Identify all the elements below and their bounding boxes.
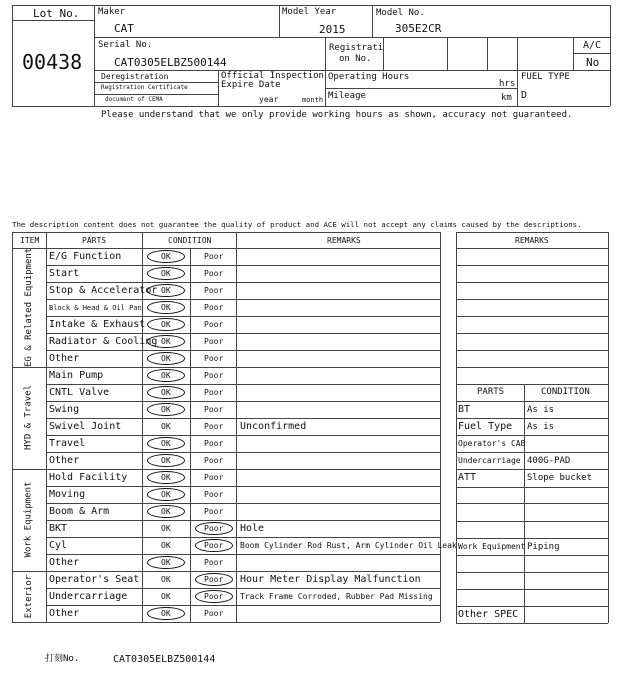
ok-circle-mark [147,250,185,263]
part-name: Moving [49,489,86,500]
ok-option: OK [161,456,171,465]
part-name: Boom & Arm [49,506,110,517]
poor-option: Poor [204,354,224,363]
stamp-number-value: CAT0305ELBZ500144 [113,654,216,665]
poor-option: Poor [204,490,224,499]
poor-option: Poor [204,337,224,346]
model-no-label: Model No. [376,8,425,18]
group-label: EG & Related Equipment [23,247,34,367]
ac-label: A/C [583,40,602,51]
ok-option: OK [161,490,171,499]
ok-circle-mark [147,471,185,484]
cema-document-label: document of CEMA [105,96,163,103]
serial-value: CAT0305ELBZ500144 [114,56,227,69]
ok-option: OK [161,371,171,380]
poor-option: Poor [204,609,224,618]
part-name: Start [49,268,80,279]
year-word: year [259,95,279,104]
ok-circle-mark [147,505,185,518]
ok-circle-mark [147,301,185,314]
registration-label-1: Registrati [329,43,384,53]
ok-circle-mark [147,318,185,331]
group-label: Exterior [23,574,34,618]
serial-label: Serial No. [98,40,153,50]
ok-option: OK [161,558,171,567]
ok-circle-mark [147,352,185,365]
remark-text: Unconfirmed [240,421,307,432]
poor-option: Poor [204,303,224,312]
poor-option: Poor [204,558,224,567]
spec-condition: Slope bucket [527,473,593,483]
ok-circle-mark [147,437,185,450]
ok-option: OK [161,269,171,278]
right-condition-header: CONDITION [541,387,590,397]
km-unit: km [501,93,512,103]
spec-part: BT [458,404,471,415]
model-year-value: 2015 [319,23,346,36]
spec-part: Fuel Type [458,421,513,432]
operating-hours-label: Operating Hours [328,72,410,82]
col-remarks-header: REMARKS [327,236,361,245]
ok-option: OK [161,303,171,312]
part-name: Operator's Seat [49,574,140,585]
part-name: Radiator & Cooling [49,336,158,347]
maker-value: CAT [114,22,134,35]
part-name: Travel [49,438,86,449]
right-parts-header: PARTS [477,387,505,397]
part-name: Main Pump [49,370,104,381]
model-no-value: 305E2CR [395,22,442,35]
poor-circle-mark [195,522,233,535]
spec-part: Other SPEC [458,609,519,620]
ok-option: OK [161,575,171,584]
ok-option: OK [161,354,171,363]
part-name: E/G Function [49,251,122,262]
poor-option: Poor [204,422,224,431]
poor-option: Poor [204,575,224,584]
remark-text: Track Frame Corroded, Rubber Pad Missing [240,592,433,601]
poor-option: Poor [204,252,224,261]
hours-notice: Please understand that we only provide working hours as shown, accuracy not guaranteed. [101,110,573,120]
deregistration-label: Deregistration [101,72,169,81]
poor-option: Poor [204,371,224,380]
col-parts-header: PARTS [82,236,107,245]
ok-circle-mark [147,454,185,467]
poor-option: Poor [204,439,224,448]
ok-option: OK [161,422,171,431]
part-name: Swivel Joint [49,421,122,432]
poor-circle-mark [195,590,233,603]
part-name: Cyl [49,540,68,551]
maker-label: Maker [98,7,126,17]
ok-option: OK [161,473,171,482]
remark-text: Hole [240,523,265,534]
poor-option: Poor [204,269,224,278]
model-year-label: Model Year [282,7,337,17]
poor-option: Poor [204,286,224,295]
lot-number: 00438 [22,50,83,74]
ok-circle-mark [147,403,185,416]
spec-part: Undercarriage [458,456,521,465]
remark-text: Boom Cylinder Rod Rust, Arm Cylinder Oil Leak [240,541,457,550]
part-name: Intake & Exhaust [49,319,146,330]
group-label: Work Equipment [23,481,34,558]
disclaimer-text: The description content does not guarantee the quality of product and ACE will not accept any claims caused by the descriptions. [12,220,582,229]
ok-circle-mark [147,284,185,297]
registration-label-2: on No. [339,54,372,64]
part-name: Stop & Accelerator [49,285,158,296]
poor-option: Poor [204,541,224,550]
ok-option: OK [161,592,171,601]
mileage-label: Mileage [328,91,366,101]
stamp-number-label: 打刻No. [45,654,80,664]
poor-option: Poor [204,405,224,414]
part-name: Hold Facility [49,472,128,483]
ok-circle-mark [147,488,185,501]
lot-label: Lot No. [33,7,80,20]
part-name: Swing [49,404,80,415]
fuel-type-label: FUEL TYPE [521,72,570,82]
col-condition-header: CONDITION [168,236,212,245]
ok-circle-mark [147,386,185,399]
month-word: month [302,96,324,104]
part-name: Other [49,608,80,619]
ok-circle-mark [147,335,185,348]
ok-circle-mark [147,556,185,569]
poor-circle-mark [195,573,233,586]
ok-option: OK [161,286,171,295]
part-name: Other [49,455,80,466]
inspection-label-2: Expire Date [221,80,281,90]
part-name: Block & Head & Oil Pan [49,304,142,312]
spec-condition: Piping [527,542,560,552]
ok-option: OK [161,507,171,516]
poor-option: Poor [204,592,224,601]
part-name: Undercarriage [49,591,128,602]
ok-option: OK [161,524,171,533]
poor-circle-mark [195,539,233,552]
part-name: CNTL Valve [49,387,110,398]
part-name: Other [49,353,80,364]
ok-circle-mark [147,267,185,280]
ok-option: OK [161,388,171,397]
ok-option: OK [161,541,171,550]
spec-condition: 400G-PAD [527,456,571,466]
poor-option: Poor [204,456,224,465]
ok-option: OK [161,320,171,329]
ac-value: No [586,56,600,69]
ok-option: OK [161,405,171,414]
registration-certificate-label: Registration Certificate [101,84,188,91]
spec-condition: As is [527,422,555,432]
ok-option: OK [161,439,171,448]
spec-condition: As is [527,405,555,415]
hrs-unit: hrs [499,79,516,89]
ok-circle-mark [147,369,185,382]
poor-option: Poor [204,524,224,533]
ok-option: OK [161,252,171,261]
poor-option: Poor [204,388,224,397]
ok-option: OK [161,337,171,346]
inspection-label-1: Official Inspection [221,71,324,81]
right-remarks-header: REMARKS [515,236,549,245]
col-item-header: ITEM [20,236,40,245]
spec-part: Operator's CAB [458,439,526,448]
spec-part: Work Equipment [458,542,526,551]
part-name: BKT [49,523,68,534]
part-name: Other [49,557,80,568]
group-label: HYD & Travel [23,384,34,451]
poor-option: Poor [204,507,224,516]
ok-option: OK [161,609,171,618]
fuel-type-value: D [521,90,528,101]
spec-part: ATT [458,472,477,483]
remark-text: Hour Meter Display Malfunction [240,574,421,585]
poor-option: Poor [204,473,224,482]
ok-circle-mark [147,607,185,620]
poor-option: Poor [204,320,224,329]
